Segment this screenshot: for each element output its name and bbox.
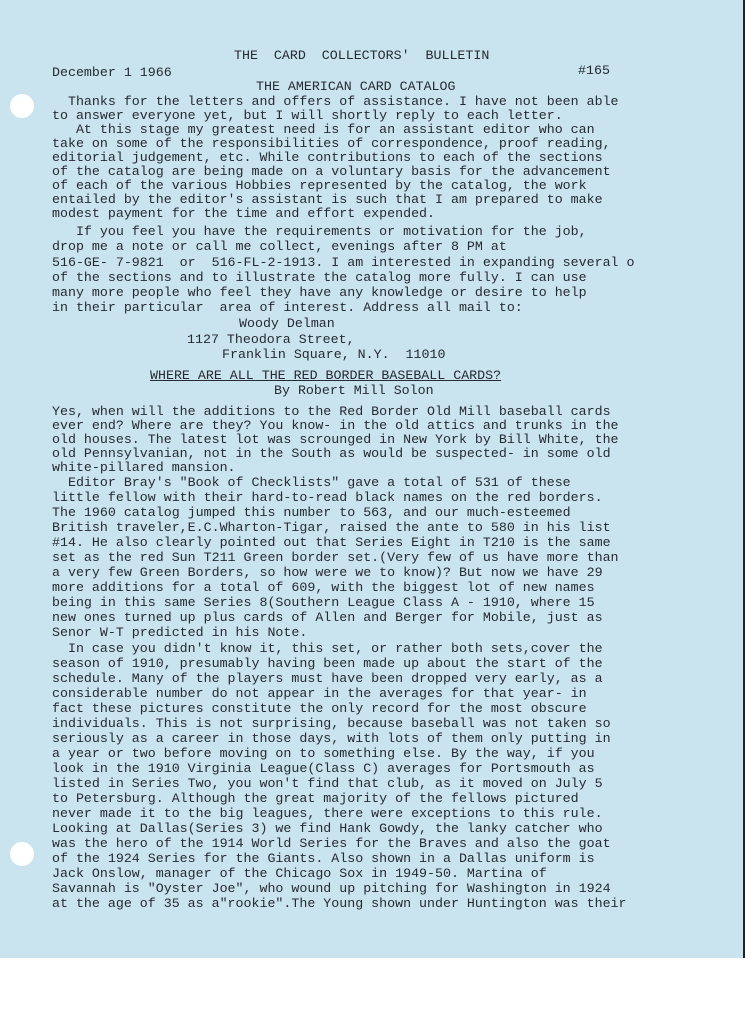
address-name: Woody Delman	[239, 316, 335, 331]
text-line: British traveler,E.C.Wharton-Tigar, raised the ante to 580 in his list	[52, 520, 611, 535]
text-line: seriously as a career in those days, with lots of them only putting in	[52, 731, 611, 746]
text-line: new ones turned up plus cards of Allen and Berger for Mobile, just as	[52, 610, 603, 625]
text-line: in their particular area of interest. Address all mail to:	[52, 300, 523, 315]
text-line: Savannah is "Oyster Joe", who wound up pitching for Washington in 1924	[52, 881, 611, 896]
text-line: schedule. Many of the players must have been dropped very early, as a	[52, 671, 603, 686]
text-line: considerable number do not appear in the averages for that year- in	[52, 686, 587, 701]
text-line: The 1960 catalog jumped this number to 563, and our much-esteemed	[52, 505, 571, 520]
text-line: In case you didn't know it, this set, or rather both sets,cover the	[52, 641, 603, 656]
text-line: old houses. The latest lot was scrounged in New York by Bill White, the	[52, 432, 619, 447]
text-line: a year or two before moving on to something else. By the way, if you	[52, 746, 595, 761]
text-line: ever end? Where are they? You know- in the old attics and trunks in the	[52, 418, 619, 433]
text-line: take on some of the responsibilities of correspondence, proof reading,	[52, 136, 611, 151]
issue-date: December 1 1966	[52, 65, 172, 80]
text-line: never made it to the big leagues, there were exceptions to this rule.	[52, 806, 603, 821]
text-line: At this stage my greatest need is for an assistant editor who can	[52, 122, 595, 137]
address-street: 1127 Theodora Street,	[187, 332, 355, 347]
text-line: Jack Onslow, manager of the Chicago Sox in 1949-50. Martina of	[52, 866, 547, 881]
address-city: Franklin Square, N.Y. 11010	[222, 347, 446, 362]
text-line: to Petersburg. Although the great majority of the fellows pictured	[52, 791, 579, 806]
text-line: a very few Green Borders, so how were we to know)? But now we have 29	[52, 565, 603, 580]
text-line: Senor W-T predicted in his Note.	[52, 625, 308, 640]
text-line: listed in Series Two, you won't find that club, as it moved on July 5	[52, 776, 603, 791]
text-line: of the catalog are being made on a voluntary basis for the advancement	[52, 164, 611, 179]
text-line: to answer everyone yet, but I will shortly reply to each letter.	[52, 108, 563, 123]
text-line: 516-GE- 7-9821 or 516-FL-2-1913. I am interested in expanding several o	[52, 255, 635, 270]
text-line: editorial judgement, etc. While contributions to each of the sections	[52, 150, 603, 165]
section-title: THE AMERICAN CARD CATALOG	[256, 79, 456, 94]
text-line: Looking at Dallas(Series 3) we find Hank Gowdy, the lanky catcher who	[52, 821, 603, 836]
text-line: old Pennsylvanian, not in the South as would be suspected- in some old	[52, 446, 611, 461]
text-line: If you feel you have the requirements or motivation for the job,	[52, 224, 587, 239]
text-line: drop me a note or call me collect, evenings after 8 PM at	[52, 239, 507, 254]
punch-hole-bottom	[10, 842, 34, 866]
text-line: of the 1924 Series for the Giants. Also shown in a Dallas uniform is	[52, 851, 595, 866]
article-title: WHERE ARE ALL THE RED BORDER BASEBALL CARDS?	[150, 368, 502, 383]
text-line: little fellow with their hard-to-read black names on the red borders.	[52, 490, 603, 505]
text-line: of the sections and to illustrate the catalog more fully. I can use	[52, 270, 587, 285]
text-line: Yes, when will the additions to the Red Border Old Mill baseball cards	[52, 404, 611, 419]
text-line: Thanks for the letters and offers of assistance. I have not been able	[52, 94, 619, 109]
article-byline: By Robert Mill Solon	[274, 383, 434, 398]
text-line: season of 1910, presumably having been made up about the start of the	[52, 656, 603, 671]
text-line: modest payment for the time and effort expended.	[52, 206, 436, 221]
text-line: set as the red Sun T211 Green border set.(Very few of us have more than	[52, 550, 619, 565]
text-line: more additions for a total of 609, with the biggest lot of new names	[52, 580, 595, 595]
bulletin-title: THE CARD COLLECTORS' BULLETIN	[234, 48, 490, 63]
text-line: look in the 1910 Virginia League(Class C) averages for Portsmouth as	[52, 761, 595, 776]
text-line: #14. He also clearly pointed out that Series Eight in T210 is the same	[52, 535, 611, 550]
punch-hole-top	[10, 94, 34, 118]
text-line: Editor Bray's "Book of Checklists" gave a total of 531 of these	[52, 475, 571, 490]
text-line: many more people who feel they have any knowledge or desire to help	[52, 285, 587, 300]
issue-number: #165	[578, 63, 610, 78]
text-line: at the age of 35 as a"rookie".The Young shown under Huntington was their	[52, 896, 627, 911]
text-line: of each of the various Hobbies represented by the catalog, the work	[52, 178, 587, 193]
text-line: fact these pictures constitute the only record for the most obscure	[52, 701, 587, 716]
text-line: entailed by the editor's assistant is such that I am prepared to make	[52, 192, 603, 207]
text-line: white-pillared mansion.	[52, 460, 236, 475]
text-line: individuals. This is not surprising, because baseball was not taken so	[52, 716, 611, 731]
text-line: being in this same Series 8(Southern League Class A - 1910, where 15	[52, 595, 595, 610]
text-line: was the hero of the 1914 World Series for the Braves and also the goat	[52, 836, 611, 851]
